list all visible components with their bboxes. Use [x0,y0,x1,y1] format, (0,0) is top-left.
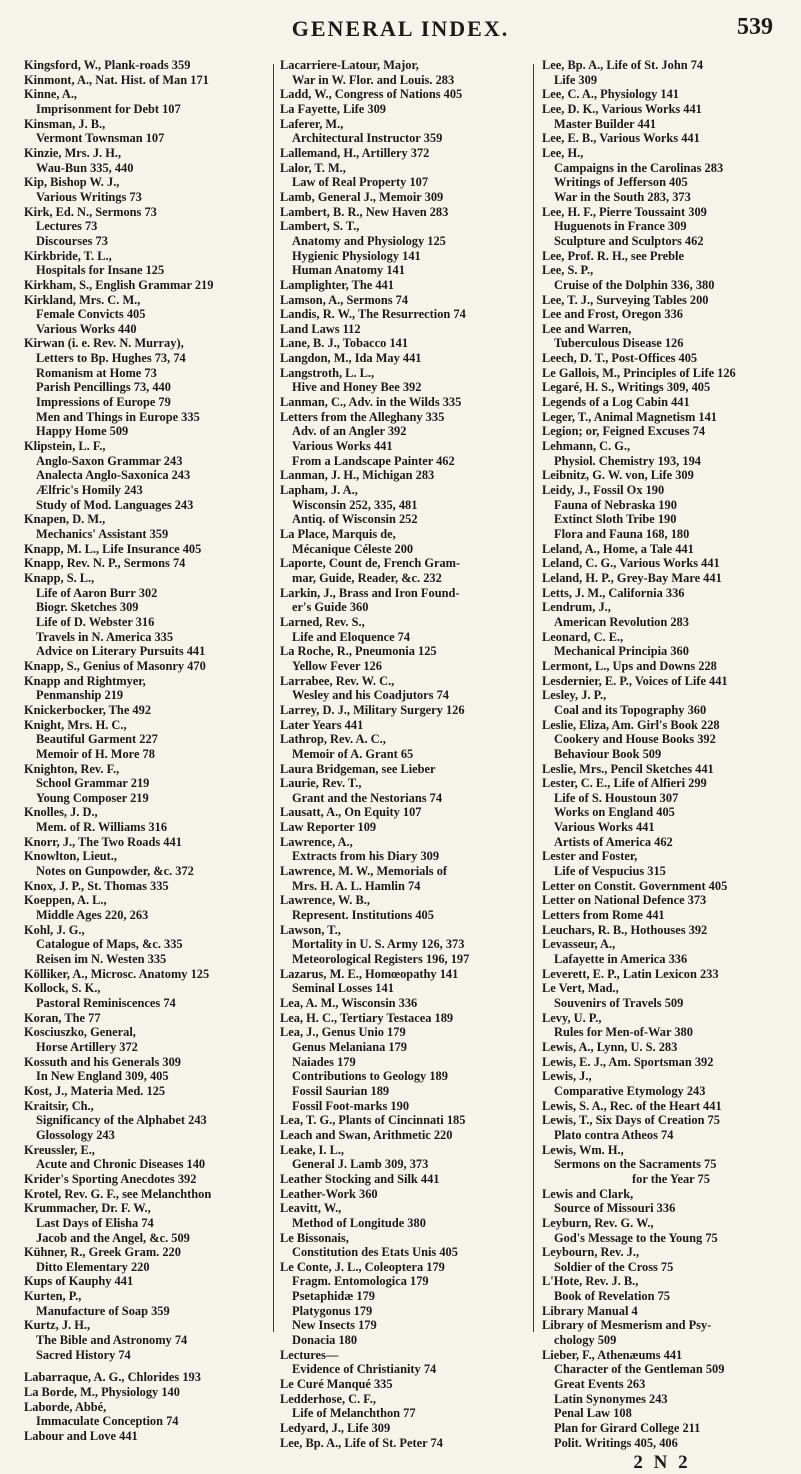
index-subentry: Wau-Bun 335, 440 [36,160,134,175]
signature-mark: 2 N 2 [633,1452,691,1474]
index-entry: Lane, B. J., Tobacco 141 [280,336,409,351]
index-subentry: Naiades 179 [292,1054,356,1069]
index-entry: Lausatt, A., On Equity 107 [280,805,422,820]
index-subentry: Yellow Fever 126 [292,658,382,673]
index-entry: Leather-Work 360 [280,1186,378,1201]
index-subentry: Life of D. Webster 316 [36,614,155,629]
index-entry: Leech, D. T., Post-Offices 405 [542,351,698,366]
index-subentry: Life of Aaron Burr 302 [36,585,158,600]
index-entry: Legion; or, Feigned Excuses 74 [542,424,706,439]
index-subentry: Lafayette in America 336 [554,952,688,967]
index-subentry: Contributions to Geology 189 [292,1069,448,1084]
index-subentry: Advice on Literary Pursuits 441 [36,644,206,659]
index-entry: Knorr, J., The Two Roads 441 [24,834,182,849]
index-entry: Lewis, E. J., Am. Sportsman 392 [542,1054,714,1069]
index-entry: Landis, R. W., The Resurrection 74 [280,307,466,322]
index-subentry: Works on England 405 [554,805,675,820]
index-subentry: Men and Things in Europe 335 [36,409,200,424]
index-entry: Lee, Prof. R. H., see Preble [542,248,684,263]
index-subentry: Extinct Sloth Tribe 190 [554,512,677,527]
index-columns [24,58,784,1474]
index-entry: Lee, S. P., [542,263,594,278]
index-entry: Krummacher, Dr. F. W., [24,1201,151,1216]
index-subentry: Memoir of H. More 78 [36,746,155,761]
index-entry: Koeppen, A. L., [24,893,107,908]
index-entry: Letter on National Defence 373 [542,893,707,908]
index-subentry: War in W. Flor. and Louis. 283 [292,72,455,87]
index-subentry: Analecta Anglo-Saxonica 243 [36,468,191,483]
index-entry: Legends of a Log Cabin 441 [542,395,690,410]
index-entry: Kinzie, Mrs. J. H., [24,145,122,160]
index-entry: Letters from Rome 441 [542,908,665,923]
index-subentry: Flora and Fauna 168, 180 [554,527,690,541]
index-subentry: Human Anatomy 141 [292,263,405,278]
index-subentry: Antiq. of Wisconsin 252 [292,512,418,527]
index-entry: Leibnitz, G. W. von, Life 309 [542,468,694,483]
index-entry: Labarraque, A. G., Chlorides 193 [24,1370,201,1385]
index-entry: Ledderhose, C. F., [280,1391,376,1406]
index-subentry: Great Events 263 [554,1377,646,1392]
index-entry: Koran, The 77 [24,1010,101,1025]
index-entry: Kurten, P., [24,1289,82,1304]
index-entry: Leidy, J., Fossil Ox 190 [542,483,665,498]
index-entry: Kühner, R., Greek Gram. 220 [24,1245,181,1260]
index-entry: Leach and Swan, Arithmetic 220 [280,1127,453,1142]
index-subentry: Master Builder 441 [554,116,657,131]
index-entry: Kinsman, J. B., [24,116,106,131]
index-subentry: Young Composer 219 [36,790,149,805]
index-subentry: Adv. of an Angler 392 [292,424,407,439]
index-subentry: Middle Ages 220, 263 [36,908,149,923]
index-subentry: Parish Pencillings 73, 440 [36,380,171,395]
index-subentry: Mechanical Principia 360 [554,644,689,659]
index-entry: Laporte, Count de, French Gram- [280,556,461,571]
index-entry: Laura Bridgeman, see Lieber [280,761,436,776]
index-subentry: Acute and Chronic Diseases 140 [36,1157,206,1172]
index-subentry: Penal Law 108 [554,1406,632,1421]
index-entry: Langdon, M., Ida May 441 [280,351,422,366]
index-entry: Lamson, A., Sermons 74 [280,292,409,307]
index-entry: Laurie, Rev. T., [280,776,362,791]
index-subentry: Book of Revelation 75 [554,1289,670,1304]
index-subentry: Mechanics' Assistant 359 [36,527,169,541]
index-subentry: Seminal Losses 141 [292,981,394,996]
index-entry: Kinne, A., [24,87,78,102]
index-entry: Knickerbocker, The 492 [24,702,152,717]
index-subentry: Soldier of the Cross 75 [554,1259,674,1274]
index-subentry: Life and Eloquence 74 [292,629,411,644]
index-subentry: Coal and its Topography 360 [554,702,707,717]
index-entry: Lieber, F., Athenæums 441 [542,1347,683,1362]
index-subentry: Hospitals for Insane 125 [36,263,165,278]
index-entry: Leger, T., Animal Magnetism 141 [542,409,717,424]
index-entry: Kost, J., Materia Med. 125 [24,1083,166,1098]
index-entry: Lalor, T. M., [280,160,346,175]
index-subentry: General J. Lamb 309, 373 [292,1157,429,1172]
index-entry: Lanman, J. H., Michigan 283 [280,468,435,483]
index-entry: Krotel, Rev. G. F., see Melanchthon [24,1186,212,1201]
index-subentry: Last Days of Elisha 74 [36,1215,154,1230]
index-entry: Labour and Love 441 [24,1429,138,1444]
index-entry: Lee, T. J., Surveying Tables 200 [542,292,709,307]
index-subentry: Grant and the Nestorians 74 [292,790,443,805]
index-entry: Letters from the Alleghany 335 [280,409,445,424]
index-subentry: School Grammar 219 [36,776,150,791]
index-subentry: Represent. Institutions 405 [292,908,434,923]
index-entry: Lewis, S. A., Rec. of the Heart 441 [542,1098,722,1113]
index-entry: Lawson, T., [280,922,341,937]
index-subentry: Various Works 440 [36,321,137,336]
index-subentry: Study of Mod. Languages 243 [36,497,194,512]
index-subentry: Hygienic Physiology 141 [292,248,421,263]
index-subentry: Fossil Saurian 189 [292,1083,390,1098]
index-entry: Leverett, E. P., Latin Lexicon 233 [542,966,719,981]
index-entry: Lea, A. M., Wisconsin 336 [280,996,418,1010]
index-entry: Kossuth and his Generals 309 [24,1054,181,1069]
index-entry: Klipstein, L. F., [24,439,106,454]
index-entry: Larkin, J., Brass and Iron Found- [280,585,460,600]
index-entry: Lawrence, M. W., Memorials of [280,864,448,879]
index-entry: Le Vert, Mad., [542,981,619,996]
index-subentry: Anatomy and Physiology 125 [292,233,446,248]
index-entry: Levasseur, A., [542,937,616,952]
index-entry: Ladd, W., Congress of Nations 405 [280,87,463,102]
index-entry: Lambert, B. R., New Haven 283 [280,204,449,219]
index-subentry: Hive and Honey Bee 392 [292,380,422,395]
index-entry: Kirk, Ed. N., Sermons 73 [24,204,157,219]
index-subentry: God's Message to the Young 75 [554,1230,718,1245]
index-subentry: Significancy of the Alphabet 243 [36,1113,207,1128]
index-subentry: Catalogue of Maps, &c. 335 [36,937,183,952]
index-entry: Lester, C. E., Life of Alfieri 299 [542,776,707,791]
index-subentry: Platygonus 179 [292,1303,373,1318]
index-subentry: Behaviour Book 509 [554,746,662,761]
index-entry: Leland, H. P., Grey-Bay Mare 441 [542,570,722,585]
index-entry: Lazarus, M. E., Homœopathy 141 [280,966,459,981]
index-subentry: Genus Melaniana 179 [292,1039,407,1054]
index-entry: Lee, Bp. A., Life of St. Peter 74 [280,1435,443,1450]
index-subentry: Notes on Gunpowder, &c. 372 [36,864,194,879]
index-entry: Leavitt, W., [280,1201,342,1216]
index-column-3 [542,58,782,1474]
index-entry: Leland, A., Home, a Tale 441 [542,541,694,556]
index-entry: La Place, Marquis de, [280,527,396,541]
index-entry: L'Hote, Rev. J. B., [542,1274,639,1289]
index-subentry: Cruise of the Dolphin 336, 380 [554,277,715,292]
index-entry: Leslie, Mrs., Pencil Sketches 441 [542,761,714,776]
index-entry: Kups of Kauphy 441 [24,1274,134,1289]
index-subentry: Ælfric's Homily 243 [36,483,143,498]
index-entry: Lewis, A., Lynn, U. S. 283 [542,1039,678,1054]
index-entry: Knapp, Rev. N. P., Sermons 74 [24,556,186,571]
index-subentry: Polit. Writings 405, 406 [554,1435,678,1450]
index-entry: Library of Mesmerism and Psy- [542,1318,712,1333]
index-subentry: Life 309 [554,72,598,87]
index-subentry: Mem. of R. Williams 316 [36,820,168,835]
index-entry: Kollock, S. K., [24,981,101,996]
index-subentry: Letters to Bp. Hughes 73, 74 [36,351,186,366]
index-column-1 [24,58,264,1444]
index-subentry: Meteorological Registers 196, 197 [292,952,470,967]
index-subentry: Fragm. Entomologica 179 [292,1274,429,1289]
index-subentry: Source of Missouri 336 [554,1201,676,1216]
index-entry: Knapp and Rightmyer, [24,673,146,688]
index-subentry: Fossil Foot-marks 190 [292,1098,410,1113]
index-entry: Kingsford, W., Plank-roads 359 [24,58,191,72]
index-entry: Lea, H. C., Tertiary Testacea 189 [280,1010,454,1025]
index-subentry: Souvenirs of Travels 509 [554,996,684,1010]
index-subentry: er's Guide 360 [292,600,369,615]
index-subentry: Impressions of Europe 79 [36,395,171,410]
index-subentry: Mrs. H. A. L. Hamlin 74 [292,878,421,893]
index-entry: Lee, H. F., Pierre Toussaint 309 [542,204,707,219]
index-entry: Le Gallois, M., Principles of Life 126 [542,365,736,380]
index-subentry: Comparative Etymology 243 [554,1083,706,1098]
index-subentry: chology 509 [554,1333,617,1348]
index-subentry: Anglo-Saxon Grammar 243 [36,453,183,468]
index-entry: Lermont, L., Ups and Downs 228 [542,658,717,673]
index-subentry: Physiol. Chemistry 193, 194 [554,453,701,468]
index-entry: Lewis and Clark, [542,1186,634,1201]
index-entry: Kurtz, J. H., [24,1318,91,1333]
index-subentry: Sculpture and Sculptors 462 [554,233,704,248]
index-entry: Lee and Frost, Oregon 336 [542,307,683,322]
index-entry: Lesley, J. P., [542,688,607,703]
index-subentry: Glossology 243 [36,1127,115,1142]
index-entry: La Fayette, Life 309 [280,101,386,116]
index-entry: Kohl, J. G., [24,922,85,937]
index-entry: Lee and Warren, [542,321,632,336]
index-subentry: Plato contra Atheos 74 [554,1127,674,1142]
index-entry: Lehmann, C. G., [542,439,631,454]
index-entry: Ledyard, J., Life 309 [280,1421,391,1436]
index-entry: Leake, I. L., [280,1142,345,1157]
index-subentry: Artists of America 462 [554,834,673,849]
index-entry: Lamplighter, The 441 [280,277,394,292]
index-entry: Le Conte, J. L., Coleoptera 179 [280,1259,445,1274]
index-entry: Lallemand, H., Artillery 372 [280,145,430,160]
index-entry: Lectures— [280,1347,339,1362]
index-entry: Lendrum, J., [542,600,611,615]
index-subentry: Psetaphidæ 179 [292,1289,375,1304]
index-entry: Lea, J., Genus Unio 179 [280,1025,406,1040]
index-entry: Lacarriere-Latour, Major, [280,58,419,72]
index-entry: Kinmont, A., Nat. Hist. of Man 171 [24,72,209,87]
index-entry: Kip, Bishop W. J., [24,175,120,190]
index-subentry: Pastoral Reminiscences 74 [36,996,176,1010]
column-divider [273,64,274,1332]
index-subentry: In New England 309, 405 [36,1069,169,1084]
index-entry: Le Bissonais, [280,1230,349,1245]
index-entry: Leather Stocking and Silk 441 [280,1171,440,1186]
index-subentry: Sermons on the Sacraments 75 [554,1157,717,1172]
index-subentry: Architectural Instructor 359 [292,131,443,146]
index-entry: Law Reporter 109 [280,820,377,835]
index-entry: Kölliker, A., Microsc. Anatomy 125 [24,966,210,981]
index-subentry: Method of Longitude 380 [292,1215,426,1230]
index-entry: Kreussler, E., [24,1142,95,1157]
index-entry: Leyburn, Rev. G. W., [542,1215,654,1230]
index-entry: Leonard, C. E., [542,629,624,644]
index-entry: Kraitsir, Ch., [24,1098,94,1113]
index-subentry: Various Works 441 [554,820,655,835]
index-subentry: Sacred History 74 [36,1347,131,1362]
index-entry: Lee, H., [542,145,584,160]
index-subentry: War in the South 283, 373 [554,189,691,204]
index-subentry: New Insects 179 [292,1318,377,1333]
index-subentry: Penmanship 219 [36,688,124,703]
index-entry: Lesdernier, E. P., Voices of Life 441 [542,673,728,688]
index-subentry: Romanism at Home 73 [36,365,157,380]
index-entry: Later Years 441 [280,717,364,732]
index-entry: Laborde, Abbé, [24,1399,107,1414]
index-entry: Lewis, J., [542,1069,592,1084]
index-column-2 [280,58,520,1450]
index-subentry: Latin Synonymes 243 [554,1391,668,1406]
column-divider [533,64,534,1332]
index-subentry: Manufacture of Soap 359 [36,1303,170,1318]
index-entry: Lea, T. G., Plants of Cincinnati 185 [280,1113,466,1128]
index-subentry: Female Convicts 405 [36,307,146,322]
index-entry: Leybourn, Rev. J., [542,1245,640,1260]
index-subentry: Huguenots in France 309 [554,219,687,234]
index-entry: Larrabee, Rev. W. C., [280,673,395,688]
index-entry: Larned, Rev. S., [280,614,365,629]
index-subentry: Vermont Townsman 107 [36,131,165,146]
index-entry: Knox, J. P., St. Thomas 335 [24,878,169,893]
running-head: GENERAL INDEX. [291,16,510,41]
index-entry: La Borde, M., Physiology 140 [24,1385,180,1400]
page-header [0,14,801,44]
index-subentry: Campaigns in the Carolinas 283 [554,160,724,175]
index-subentry: Extracts from his Diary 309 [292,849,440,864]
index-entry: Lapham, J. A., [280,483,358,498]
index-entry: Lee, E. B., Various Works 441 [542,131,700,146]
index-entry: Kosciuszko, General, [24,1025,136,1040]
index-entry: Lawrence, A., [280,834,353,849]
index-entry: Lanman, C., Adv. in the Wilds 335 [280,395,462,410]
index-subentry: Jacob and the Angel, &c. 509 [36,1230,190,1245]
index-entry: Leland, C. G., Various Works 441 [542,556,720,571]
index-subentry: Life of Vespucius 315 [554,864,666,879]
index-entry: Leslie, Eliza, Am. Girl's Book 228 [542,717,720,732]
index-entry: Knapen, D. M., [24,512,106,527]
index-subentry: Immaculate Conception 74 [36,1414,179,1429]
index-entry: Knight, Mrs. H. C., [24,717,127,732]
index-entry: Langstroth, L. L., [280,365,375,380]
index-subentry: Memoir of A. Grant 65 [292,746,414,761]
index-entry: Knapp, S. L., [24,570,95,585]
index-entry: Knapp, M. L., Life Insurance 405 [24,541,202,556]
index-entry: Letts, J. M., California 336 [542,585,685,600]
index-entry: Larrey, D. J., Military Surgery 126 [280,702,465,717]
index-entry: Lee, Bp. A., Life of St. John 74 [542,58,704,72]
index-subentry: Character of the Gentleman 509 [554,1362,725,1377]
index-subentry: Fauna of Nebraska 190 [554,497,677,512]
index-entry: Knighton, Rev. F., [24,761,120,776]
index-entry: Le Curé Manqué 335 [280,1377,393,1392]
index-entry: Lamb, General J., Memoir 309 [280,189,444,204]
index-subentry: Wesley and his Coadjutors 74 [292,688,449,703]
index-entry: Kirwan (i. e. Rev. N. Murray), [24,336,184,351]
index-entry: La Roche, R., Pneumonia 125 [280,644,437,659]
index-entry: Lee, D. K., Various Works 441 [542,101,702,116]
index-entry: Krider's Sporting Anecdotes 392 [24,1171,197,1186]
index-entry: Land Laws 112 [280,321,361,336]
index-subentry: Happy Home 509 [36,424,129,439]
index-entry: Laferer, M., [280,116,344,131]
index-subentry: Evidence of Christianity 74 [292,1362,437,1377]
index-entry: Levy, U. P., [542,1010,602,1025]
index-entry: Legaré, H. S., Writings 309, 405 [542,380,711,395]
index-entry: Lawrence, W. B., [280,893,370,908]
index-subentry: Life of S. Houstoun 307 [554,790,679,805]
index-subentry: Life of Melanchthon 77 [292,1406,416,1421]
index-entry: Kirkbride, T. L., [24,248,112,263]
index-subentry: Various Writings 73 [36,189,142,204]
index-entry: Knolles, J. D., [24,805,98,820]
index-subentry: Ditto Elementary 220 [36,1259,150,1274]
index-subentry: Constitution des Etats Unis 405 [292,1245,458,1260]
index-subentry: for the Year 75 [632,1171,710,1186]
index-entry: Letter on Constit. Government 405 [542,878,728,893]
index-subentry: Lectures 73 [36,219,98,234]
index-subentry: From a Landscape Painter 462 [292,453,455,468]
index-subentry: Biogr. Sketches 309 [36,600,139,615]
index-subentry: The Bible and Astronomy 74 [36,1333,188,1348]
index-subentry: Discourses 73 [36,233,108,248]
index-subentry: Beautiful Garment 227 [36,732,158,747]
index-subentry: Wisconsin 252, 335, 481 [292,497,418,512]
index-entry: Lambert, S. T., [280,219,360,234]
index-subentry: Writings of Jefferson 405 [554,175,688,190]
index-subentry: Mécanique Céleste 200 [292,541,414,556]
index-subentry: Cookery and House Books 392 [554,732,716,747]
index-entry: Lewis, T., Six Days of Creation 75 [542,1113,720,1128]
index-subentry: Horse Artillery 372 [36,1039,138,1054]
index-entry: Knapp, S., Genius of Masonry 470 [24,658,206,673]
index-subentry: Tuberculous Disease 126 [554,336,684,351]
page-number: 539 [737,14,773,40]
index-subentry: Travels in N. America 335 [36,629,174,644]
index-subentry: Donacia 180 [292,1333,358,1348]
index-entry: Kirkland, Mrs. C. M., [24,292,141,307]
index-subentry: Various Works 441 [292,439,393,454]
index-entry: Lewis, Wm. H., [542,1142,624,1157]
index-entry: Lathrop, Rev. A. C., [280,732,386,747]
index-entry: Lester and Foster, [542,849,638,864]
index-subentry: Plan for Girard College 211 [554,1421,701,1436]
index-entry: Leuchars, R. B., Hothouses 392 [542,922,708,937]
index-subentry: Reisen im N. Westen 335 [36,952,167,967]
index-subentry: American Revolution 283 [554,614,689,629]
index-subentry: mar, Guide, Reader, &c. 232 [292,570,442,585]
index-entry: Knowlton, Lieut., [24,849,117,864]
index-entry: Library Manual 4 [542,1303,638,1318]
index-subentry: Law of Real Property 107 [292,175,429,190]
index-subentry: Rules for Men-of-War 380 [554,1025,693,1040]
index-subentry: Mortality in U. S. Army 126, 373 [292,937,465,952]
index-subentry: Imprisonment for Debt 107 [36,101,181,116]
index-entry: Kirkham, S., English Grammar 219 [24,277,214,292]
index-entry: Lee, C. A., Physiology 141 [542,87,679,102]
